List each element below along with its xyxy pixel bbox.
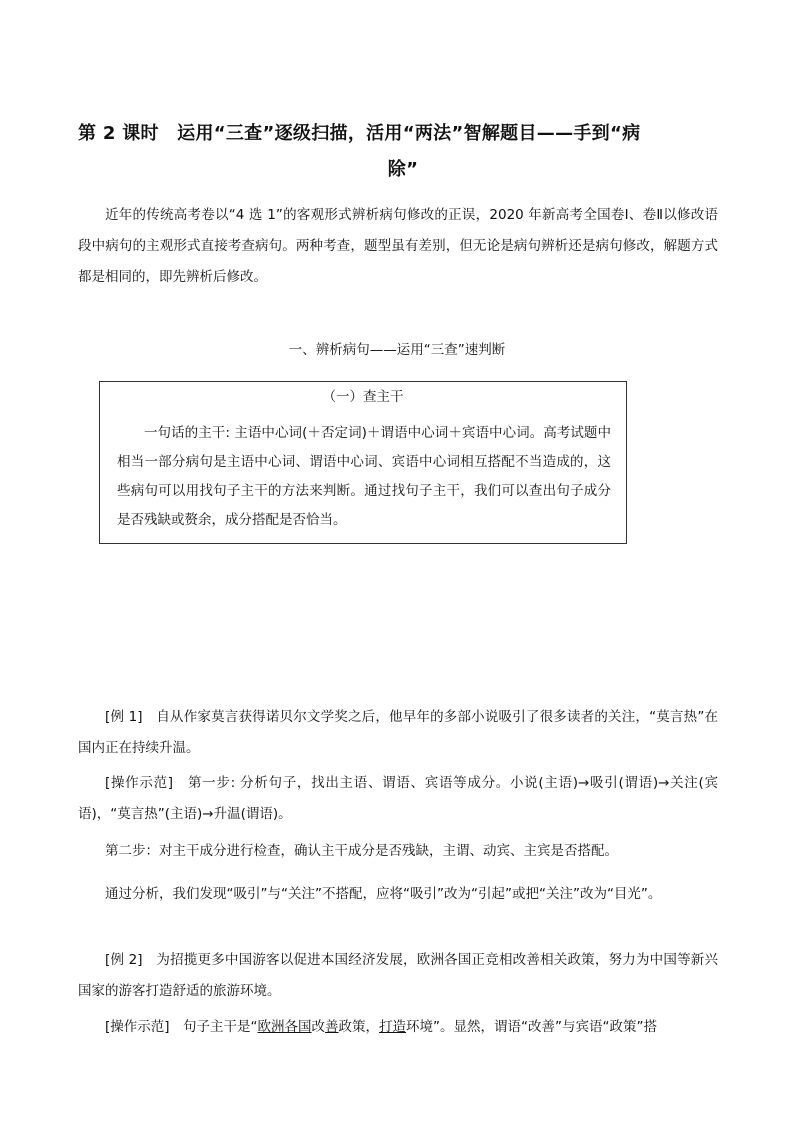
lesson-title-line1: 第 2 课时 运用“三查”逐级扫描，活用“两法”智解题目——手到“病 — [78, 123, 641, 144]
demo-2-underlined-verb-2: 打造 — [379, 1019, 407, 1035]
intro-paragraph: 近年的传统高考卷以“4 选 1”的客观形式辨析病句修改的正误，2020 年新高考全国卷Ⅰ、卷Ⅱ以修改语段中病句的主观形式直接考查病句。两种考查，题型虽有差别，但无论是病句辨析还是病句修改，解题方式都是相同的，即先辨析后修改。 — [78, 207, 718, 285]
example-2: [例 2] 为招揽更多中国游客以促进本国经济发展，欧洲各国正竞相改善相关政策，努力为中国等新兴国家的游客打造舒适的旅游环境。 — [78, 952, 718, 999]
demo-1-step-1: [操作示范] 第一步: 分析句子，找出主语、谓语、宾语等成分。小说(主语)→吸引(谓语)→关注(宾语)，“莫言热”(主语)→升温(谓语)。 — [78, 775, 718, 822]
section-heading: 一、辨析病句——运用“三查”速判断 — [288, 342, 506, 358]
demo-1-conclusion: 通过分析，我们发现“吸引”与“关注”不搭配，应将“吸引”改为“引起”或把“关注”改为“目光”。 — [105, 886, 662, 902]
method-box — [99, 381, 627, 544]
demo-2-prefix: [操作示范] 句子主干是“ — [105, 1019, 258, 1035]
demo-2-text-2: 政策， — [338, 1019, 380, 1035]
lesson-title — [78, 116, 728, 188]
demo-2-text-3: 环境”。显然，谓语“改善”与宾语“政策”搭 — [406, 1019, 658, 1035]
demo-1-step-2: 第二步：对主干成分进行检查，确认主干成分是否残缺，主谓、动宾、主宾是否搭配。 — [105, 843, 618, 859]
demo-2-text-1: 改 — [311, 1019, 326, 1035]
method-box-title: （一）查主干 — [322, 389, 404, 405]
demo-2-underlined-verb: 善 — [325, 1019, 339, 1035]
lesson-title-line2: 除” — [387, 159, 419, 180]
example-1: [例 1] 自从作家莫言获得诺贝尔文学奖之后，他早年的多部小说吸引了很多读者的关注，“莫言热”在国内正在持续升温。 — [78, 709, 718, 756]
method-box-body: 一句话的主干: 主语中心词(＋否定词)＋谓语中心词＋宾语中心词。高考试题中相当一部分病句是主语中心词、谓语中心词、宾语中心词相互搭配不当造成的，这些病句可以用找句子主干的方法来判断。通过找句子主干，我们可以查出句子成分是否残缺或赘余，成分搭配是否恰当。 — [117, 425, 611, 528]
demo-2 — [78, 1012, 718, 1043]
demo-2-underlined-subject: 欧洲各国 — [257, 1019, 312, 1035]
